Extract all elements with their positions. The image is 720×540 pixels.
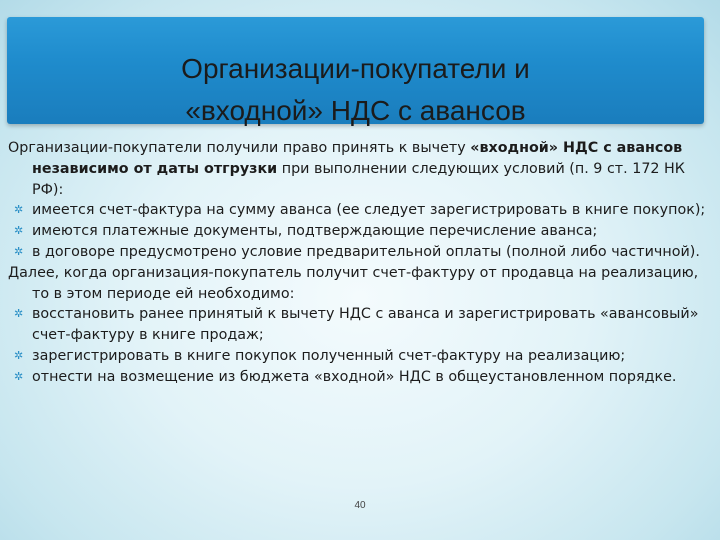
asterisk-bullet-icon: ✲ xyxy=(14,369,24,383)
intro-bold-text: «входной» НДС с авансов независимо от даты отгрузки xyxy=(32,140,683,177)
list-item xyxy=(8,346,714,367)
title-banner xyxy=(7,17,704,124)
action-text: зарегистрировать в книге покупок полученный счет-фактуру на реализацию; xyxy=(32,347,626,364)
title-line-2: «входной» НДС с авансов xyxy=(185,95,526,126)
list-item xyxy=(8,304,714,346)
asterisk-bullet-icon: ✲ xyxy=(14,348,24,362)
condition-text: имеется счет-фактура на сумму аванса (ее следует зарегистрировать в книге покупок); xyxy=(32,202,706,219)
title-line-1: Организации-покупатели и xyxy=(181,53,530,84)
condition-text: имеются платежные документы, подтверждающие перечисление аванса; xyxy=(32,223,598,240)
asterisk-bullet-icon: ✲ xyxy=(14,307,24,321)
action-text: восстановить ранее принятый к вычету НДС с аванса и зарегистрировать «авансовый» счет-фактуру в книге продаж; xyxy=(32,306,699,344)
list-item xyxy=(8,200,714,221)
list-item xyxy=(8,221,714,242)
page-number: 40 xyxy=(354,500,366,511)
condition-text: в договоре предусмотрено условие предварительной оплаты (полной либо частичной). xyxy=(32,243,700,260)
list-item xyxy=(8,367,714,388)
asterisk-bullet-icon: ✲ xyxy=(14,224,24,238)
slide-title xyxy=(7,48,704,132)
intro-text-a: Организации-покупатели получили право принять к вычету xyxy=(8,140,471,156)
list-item xyxy=(8,242,714,263)
action-text: отнести на возмещение из бюджета «входной» НДС в общеустановленном порядке. xyxy=(32,368,677,385)
intro-text-b: при выполнении следующих условий (п. 9 ст. 172 НК РФ): xyxy=(32,160,685,198)
followup-paragraph: Далее, когда организация-покупатель получит счет-фактуру от продавца на реализацию, то в этом периоде ей необходимо: xyxy=(8,264,699,302)
slide-body xyxy=(8,138,714,388)
intro-paragraph xyxy=(8,138,714,200)
asterisk-bullet-icon: ✲ xyxy=(14,244,24,258)
asterisk-bullet-icon: ✲ xyxy=(14,203,24,217)
